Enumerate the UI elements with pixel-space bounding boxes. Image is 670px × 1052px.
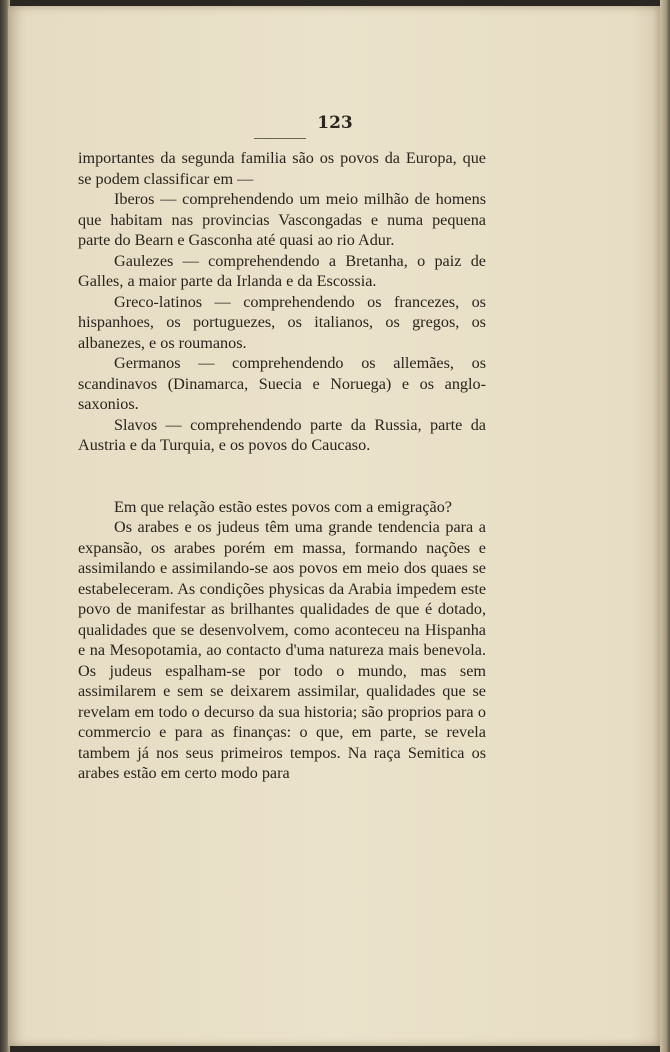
paragraph-germanos: Germanos — comprehendendo os allemães, os scandinavos (Dinamarca, Suecia e Noruega) e os anglo-saxonios. bbox=[78, 354, 486, 413]
page-number-rule bbox=[254, 138, 306, 139]
paragraph-gaulezes: Gaulezes — comprehendendo a Bretanha, o paiz de Galles, a maior parte da Irlanda e da Escossia. bbox=[78, 251, 486, 290]
paragraph-iberos: Iberos — comprehendendo um meio milhão de homens que habitam nas provincias Vascongadas e numa pequena parte do Bearn e Gasconha até quasi ao rio Adur. bbox=[78, 190, 486, 249]
page-number: 123 bbox=[317, 113, 353, 133]
paragraph-slavos: Slavos — comprehendendo parte da Russia, parte da Austria e da Turquia, e os povos do Caucaso. bbox=[78, 415, 486, 454]
paragraph-question: Em que relação estão estes povos com a emigração? bbox=[114, 497, 452, 516]
page-edge bbox=[660, 0, 670, 1052]
page-text bbox=[78, 148, 486, 784]
paragraph-continuation: importantes da segunda familia são os povos da Europa, que se podem classificar em — bbox=[78, 149, 486, 188]
paragraph-greco-latinos: Greco-latinos — comprehendendo os francezes, os hispanhoes, os portuguezes, os italianos, os gregos, os albanezes, e os roumanos. bbox=[78, 292, 486, 352]
paragraph-arabes-judeus: Os arabes e os judeus têm uma grande tendencia para a expansão, os arabes porém em massa, formando nações e assimilando e assimilando-se aos povos em meio dos quaes se estabeleceram. As condições physicas da Arabia impedem este povo de manifestar as brilhantes qualidades de que é dotado, qualidades que se desenvolvem, como aconteceu na Hispanha e na Mesopotamia, ao contacto d'uma natureza mais benevola. Os judeus espalham-se por todo o mundo, mas sem assimilarem e sem se deixarem assimilar, qualidades que se revelam em todo o decurso da sua historia; são proprios para o commercio e para as finanças: o que, em parte, se revela tambem já nos seus primeiros tempos. Na raça Semitica os arabes estão em certo modo para bbox=[78, 518, 486, 782]
section-gap bbox=[78, 456, 486, 497]
